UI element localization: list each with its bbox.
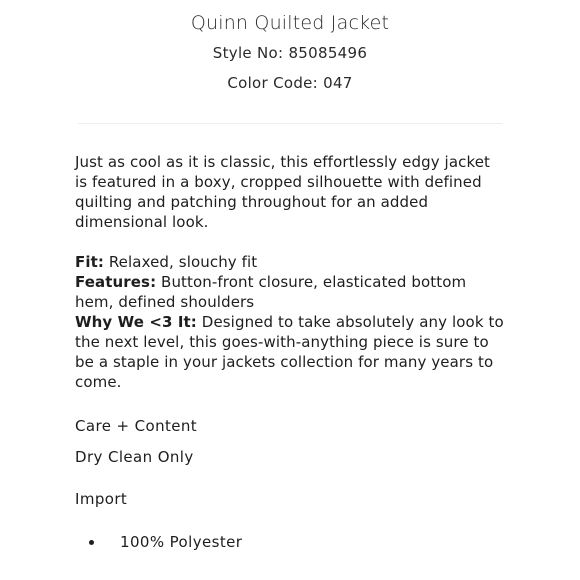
style-number: Style No: 85085496: [212, 44, 368, 62]
product-description: [75, 152, 505, 392]
header-divider: [78, 123, 502, 124]
fit-label: Fit:: [75, 253, 104, 271]
care-instructions: Dry Clean Only: [75, 448, 194, 466]
product-title: Quinn Quilted Jacket: [190, 12, 390, 34]
color-code: Color Code: 047: [227, 74, 353, 92]
material-text: 100% Polyester: [120, 533, 243, 551]
product-header: [0, 8, 580, 98]
origin-text: Import: [75, 490, 128, 508]
why-we-love-label: Why We <3 It:: [75, 313, 197, 331]
material-list-item: [89, 532, 242, 552]
features-label: Features:: [75, 273, 157, 291]
features-value: Button-front closure, elasticated bottom hem, defined shoulders: [75, 273, 467, 311]
bullet-icon: [89, 540, 94, 545]
why-we-love-line: [75, 312, 505, 392]
features-line: [75, 272, 505, 312]
description-details: [75, 252, 505, 392]
why-we-love-value: Designed to take absolutely any look to the next level, this goes-with-anything piece is sure to be a staple in your jackets collection for many years to come.: [75, 313, 504, 391]
description-intro: Just as cool as it is classic, this effortlessly edgy jacket is featured in a boxy, cropped silhouette with defined quilting and patching throughout for an added dimensional look.: [75, 153, 491, 231]
fit-value: Relaxed, slouchy fit: [103, 253, 258, 271]
fit-line: [75, 252, 505, 272]
care-content-heading: Care + Content: [75, 417, 198, 435]
